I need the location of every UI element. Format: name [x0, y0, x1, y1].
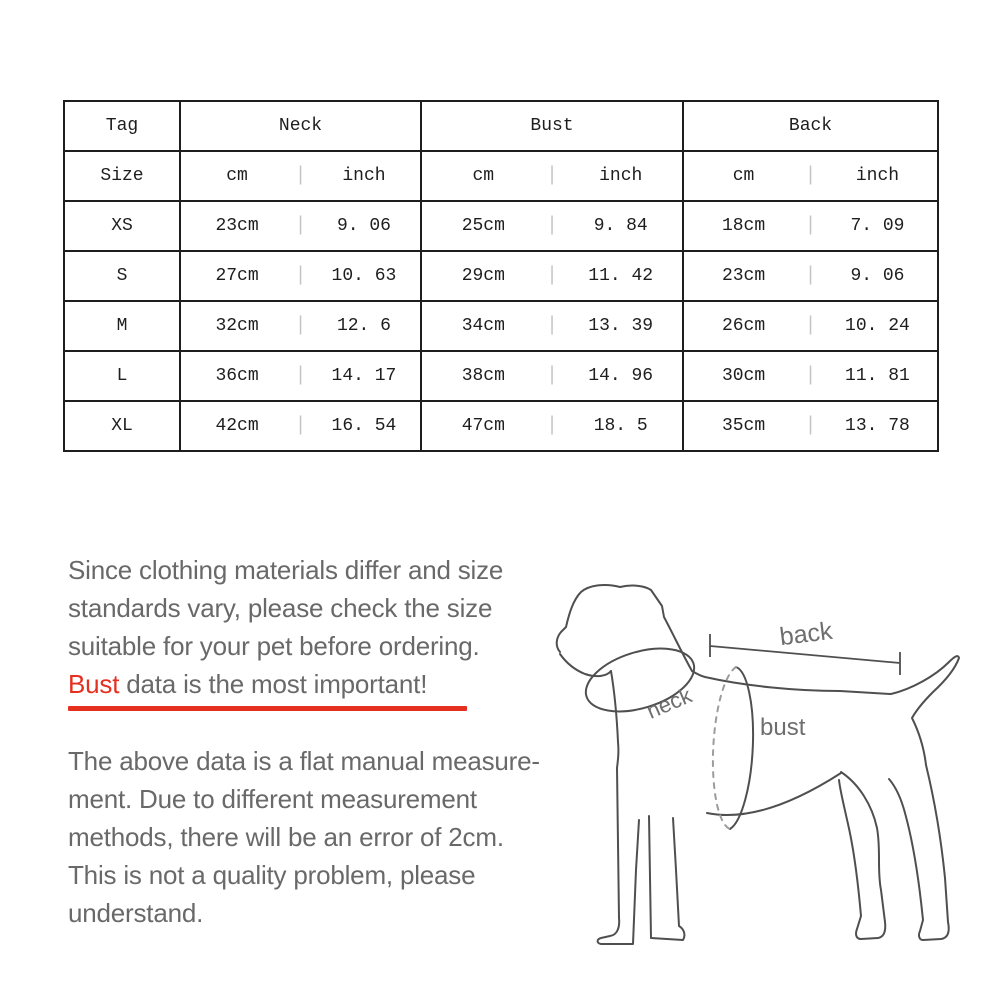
- value-cm: 25cm: [461, 216, 505, 236]
- value-inch: 16. 54: [331, 416, 397, 436]
- divider-bar: |: [546, 264, 558, 288]
- bust-value-cell: [421, 251, 683, 301]
- value-cm: 32cm: [215, 316, 259, 336]
- unit-cell-neck: [180, 151, 421, 201]
- measurement-pair: [684, 216, 937, 236]
- measurement-pair: [181, 266, 420, 286]
- value-cm: 18cm: [721, 216, 766, 236]
- measurement-pair: [181, 216, 420, 236]
- value-inch: 13. 78: [845, 416, 910, 436]
- neck-value-cell: [180, 351, 421, 401]
- note-line: [68, 627, 588, 665]
- value-inch: 9. 84: [593, 216, 648, 236]
- value-inch: inch: [599, 166, 643, 186]
- size-header-cell: Size: [64, 151, 180, 201]
- value-cm: 27cm: [215, 266, 259, 286]
- divider-bar: |: [805, 264, 816, 288]
- value-cm: 30cm: [721, 366, 766, 386]
- value-inch: 7. 09: [850, 216, 905, 236]
- back-value-cell: [683, 301, 938, 351]
- divider-bar: |: [295, 414, 306, 438]
- note-text: Since clothing materials differ and size: [68, 555, 504, 585]
- measurement-pair: [422, 216, 682, 236]
- table-row: [64, 251, 938, 301]
- bust-value-cell: [421, 351, 683, 401]
- divider-bar: |: [805, 314, 816, 338]
- table-row: [64, 201, 938, 251]
- back-value-cell: [683, 351, 938, 401]
- table-header-row: [64, 101, 938, 151]
- measurement-pair: [684, 366, 937, 386]
- back-value-cell: [683, 251, 938, 301]
- measurement-pair: [422, 366, 682, 386]
- note-line: [68, 665, 588, 703]
- measurement-pair: [422, 416, 682, 436]
- neck-value-cell: [180, 401, 421, 451]
- divider-bar: |: [546, 314, 558, 338]
- neck-value-cell: [180, 201, 421, 251]
- divider-bar: |: [295, 364, 306, 388]
- unit-cell-back: [683, 151, 938, 201]
- back-value-cell: [683, 401, 938, 451]
- value-cm: 38cm: [461, 366, 505, 386]
- value-cm: 47cm: [461, 416, 505, 436]
- divider-bar: |: [546, 364, 558, 388]
- value-cm: 26cm: [721, 316, 766, 336]
- value-inch: 18. 5: [593, 416, 648, 436]
- dog-hind-leg: [839, 772, 885, 939]
- dog-jaw-line: [560, 654, 611, 676]
- value-inch: 9. 06: [850, 266, 905, 286]
- dog-measurement-diagram: [545, 570, 990, 960]
- size-cell: XL: [64, 401, 180, 451]
- neck-value-cell: [180, 301, 421, 351]
- value-cm: 29cm: [461, 266, 505, 286]
- value-inch: 11. 81: [845, 366, 910, 386]
- value-inch: 10. 24: [845, 316, 910, 336]
- note-paragraph-2: [68, 742, 588, 932]
- note-text: data is the most important!: [119, 669, 428, 699]
- size-table: [63, 100, 939, 452]
- value-cm: cm: [226, 166, 248, 186]
- table-units-row: [64, 151, 938, 201]
- divider-bar: |: [805, 414, 816, 438]
- note-paragraph-1: [68, 551, 588, 703]
- value-cm: 23cm: [215, 216, 259, 236]
- unit-cell-bust: [421, 151, 683, 201]
- measurement-pair: [684, 416, 937, 436]
- divider-bar: |: [295, 164, 306, 188]
- table-row: [64, 301, 938, 351]
- size-cell: M: [64, 301, 180, 351]
- value-inch: 14. 17: [331, 366, 397, 386]
- table-row: [64, 351, 938, 401]
- measurement-pair: [422, 166, 682, 186]
- neck-label: neck: [642, 682, 696, 724]
- divider-bar: |: [805, 214, 816, 238]
- value-cm: cm: [472, 166, 495, 186]
- bust-header-cell: Bust: [421, 101, 683, 151]
- back-value-cell: [683, 201, 938, 251]
- red-underline: [68, 706, 467, 711]
- back-header-cell: Back: [683, 101, 938, 151]
- measurement-pair: [181, 366, 420, 386]
- bust-value-cell: [421, 201, 683, 251]
- divider-bar: |: [805, 364, 816, 388]
- divider-bar: |: [546, 214, 558, 238]
- value-inch: inch: [342, 166, 386, 186]
- size-cell: S: [64, 251, 180, 301]
- value-inch: 13. 39: [588, 316, 654, 336]
- note-highlight: Bust: [68, 669, 120, 699]
- measurement-pair: [684, 266, 937, 286]
- bust-value-cell: [421, 401, 683, 451]
- bust-measure-arc-dashed: [713, 667, 736, 829]
- divider-bar: |: [805, 164, 816, 188]
- tag-header-cell: Tag: [64, 101, 180, 151]
- divider-bar: |: [295, 314, 306, 338]
- divider-bar: |: [546, 414, 558, 438]
- value-cm: 42cm: [215, 416, 259, 436]
- note-line: [68, 589, 588, 627]
- measurement-pair: [684, 316, 937, 336]
- divider-bar: |: [295, 214, 306, 238]
- note-line: This is not a quality problem, please: [68, 860, 476, 890]
- value-cm: cm: [732, 166, 755, 186]
- value-inch: 14. 96: [588, 366, 654, 386]
- value-inch: 12. 6: [336, 316, 391, 336]
- dog-front-leg-far: [649, 816, 684, 940]
- measurement-pair: [181, 316, 420, 336]
- divider-bar: |: [295, 264, 306, 288]
- value-cm: 34cm: [461, 316, 505, 336]
- measurement-pair: [684, 166, 937, 186]
- table-row: [64, 401, 938, 451]
- value-inch: 11. 42: [588, 266, 654, 286]
- note-line: understand.: [68, 898, 204, 928]
- neck-value-cell: [180, 251, 421, 301]
- note-line: ment. Due to different measurement: [68, 784, 477, 814]
- value-inch: 10. 63: [331, 266, 397, 286]
- back-label: back: [778, 616, 834, 652]
- bust-label: bust: [760, 714, 806, 741]
- notes-section: [68, 551, 588, 932]
- value-inch: 9. 06: [336, 216, 391, 236]
- dog-belly-line: [707, 773, 841, 815]
- measurement-pair: [422, 316, 682, 336]
- note-text: suitable for your pet before ordering.: [68, 631, 480, 661]
- note-line: The above data is a flat manual measure-: [68, 746, 540, 776]
- measurement-pair: [181, 416, 420, 436]
- measurement-pair: [422, 266, 682, 286]
- note-line: methods, there will be an error of 2cm.: [68, 822, 504, 852]
- size-cell: L: [64, 351, 180, 401]
- neck-header-cell: Neck: [180, 101, 421, 151]
- size-cell: XS: [64, 201, 180, 251]
- bust-measure-arc: [730, 667, 753, 829]
- measurement-pair: [181, 166, 420, 186]
- value-cm: 35cm: [721, 416, 766, 436]
- value-cm: 36cm: [215, 366, 259, 386]
- note-text: standards vary, please check the size: [68, 593, 493, 623]
- value-cm: 23cm: [721, 266, 766, 286]
- value-inch: inch: [855, 166, 900, 186]
- divider-bar: |: [546, 164, 558, 188]
- note-line: [68, 551, 588, 589]
- bust-value-cell: [421, 301, 683, 351]
